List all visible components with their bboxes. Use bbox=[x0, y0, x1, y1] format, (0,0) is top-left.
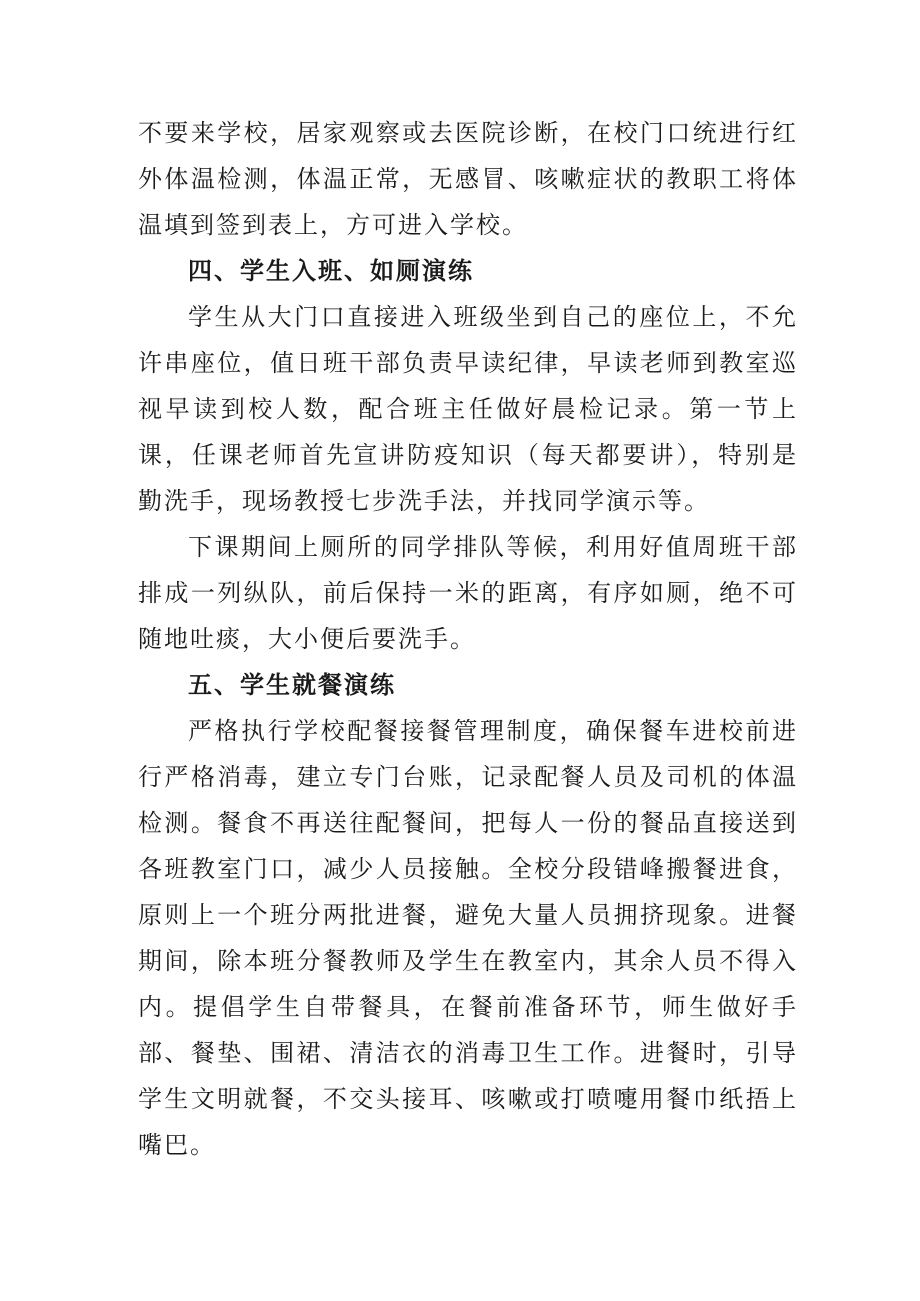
section-4-paragraph-2: 下课期间上厕所的同学排队等候，利用好值周班干部排成一列纵队，前后保持一米的距离，有序如厕，绝不可随地吐痰，大小便后要洗手。 bbox=[138, 533, 798, 653]
section-heading-4: 四、学生入班、如厕演练 bbox=[188, 257, 474, 285]
section-4-paragraph-1: 学生从大门口直接进入班级坐到自己的座位上，不允许串座位，值日班干部负责早读纪律，早读老师到教室巡视早读到校人数，配合班主任做好晨检记录。第一节上课，任课老师首先宣讲防疫知识（每天都要讲），特别是勤洗手，现场教授七步洗手法，并找同学演示等。 bbox=[138, 303, 798, 515]
section-heading-5: 五、学生就餐演练 bbox=[188, 671, 396, 699]
section-5-paragraph-1: 严格执行学校配餐接餐管理制度，确保餐车进校前进行严格消毒，建立专门台账，记录配餐人员及司机的体温检测。餐食不再送往配餐间，把每人一份的餐品直接送到各班教室门口，减少人员接触。全校分段错峰搬餐进食，原则上一个班分两批进餐，避免大量人员拥挤现象。进餐期间，除本班分餐教师及学生在教室内，其余人员不得入内。提倡学生自带餐具，在餐前准备环节，师生做好手部、餐垫、围裙、清洁衣的消毒卫生工作。进餐时，引导学生文明就餐，不交头接耳、咳嗽或打喷嚏用餐巾纸捂上嘴巴。 bbox=[138, 717, 798, 1159]
paragraph-continuation: 不要来学校，居家观察或去医院诊断，在校门口统进行红外体温检测，体温正常，无感冒、咳嗽症状的教职工将体温填到签到表上，方可进入学校。 bbox=[138, 119, 798, 239]
document-body bbox=[138, 110, 798, 1168]
